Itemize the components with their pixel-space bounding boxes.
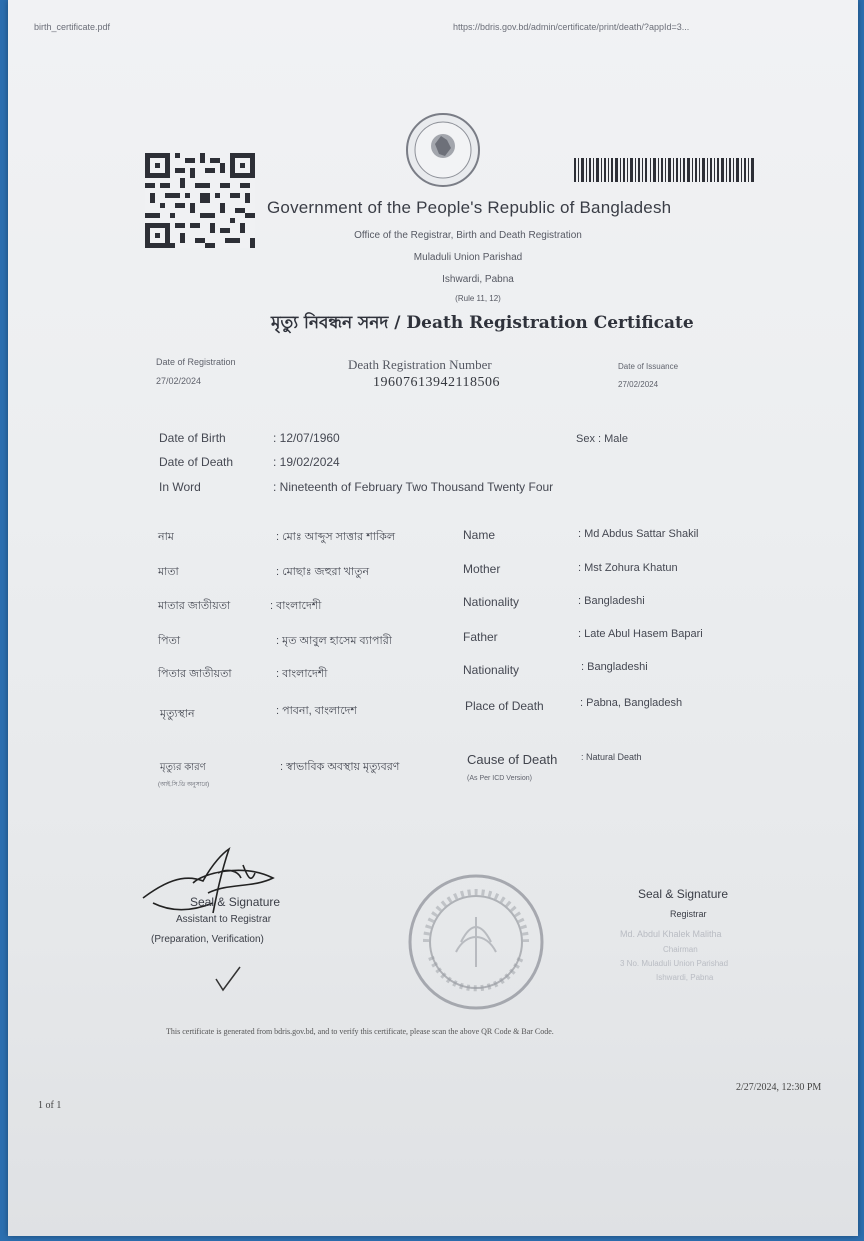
- left-signatory-note: (Preparation, Verification): [151, 934, 264, 945]
- issuance-date: 27/02/2024: [618, 380, 659, 389]
- certificate-page: [8, 0, 858, 1236]
- father-label: Father: [463, 630, 498, 644]
- registrar-name: Md. Abdul Khalek Malitha: [620, 929, 722, 939]
- registration-date-label: Date of Registration: [156, 357, 236, 367]
- page-number: 1 of 1: [38, 1100, 62, 1111]
- place-of-death-value: : Pabna, Bangladesh: [580, 697, 683, 709]
- dod-value: : 19/02/2024: [273, 455, 340, 469]
- registrar-office: Chairman: [663, 945, 698, 954]
- name-label: Name: [463, 528, 496, 542]
- cause-sub: (As Per ICD Version): [467, 775, 532, 782]
- right-signatory-role: Registrar: [670, 909, 707, 919]
- father-value: : Late Abul Hasem Bapari: [578, 628, 703, 640]
- bn-father-value: : মৃত আবুল হাসেম ব্যাপারী: [276, 635, 392, 647]
- mother-nationality-label: Nationality: [463, 595, 520, 609]
- file-name: birth_certificate.pdf: [34, 22, 111, 32]
- cause-label: Cause of Death: [467, 752, 558, 767]
- bn-cause-label: মৃত্যুর কারণ: [160, 762, 206, 773]
- dob-value: : 12/07/1960: [273, 431, 340, 445]
- bn-father-nationality-value: : বাংলাদেশী: [276, 668, 328, 680]
- bn-mother-nationality-value: : বাংলাদেশী: [270, 600, 322, 612]
- dob-label: Date of Birth: [159, 431, 226, 445]
- issuance-date-label: Date of Issuance: [618, 362, 679, 371]
- bn-place-of-death-value: : পাবনা, বাংলাদেশ: [276, 705, 357, 717]
- checkmark-icon: [213, 965, 243, 993]
- registration-number: 19607613942118506: [373, 375, 500, 390]
- bn-cause-sub: (আই.সি.ডি অনুসারে): [158, 782, 210, 788]
- right-seal-title: Seal & Signature: [638, 887, 729, 901]
- issuer-location: Ishwardi, Pabna: [442, 274, 514, 285]
- government-emblem-icon: [403, 110, 483, 190]
- bn-mother-nationality-label: মাতার জাতীয়তা: [158, 600, 231, 612]
- page-url: https://bdris.gov.bd/admin/certificate/print/death/?appId=3...: [453, 22, 690, 32]
- print-timestamp: 2/27/2024, 12:30 PM: [736, 1082, 822, 1093]
- registrar-place: Ishwardi, Pabna: [656, 973, 714, 982]
- left-signatory-role: Assistant to Registrar: [176, 914, 272, 925]
- father-nationality-value: : Bangladeshi: [581, 661, 648, 673]
- inword-value: : Nineteenth of February Two Thousand Twenty Four: [273, 480, 554, 494]
- bn-father-label: পিতা: [158, 635, 181, 647]
- registration-date: 27/02/2024: [156, 376, 202, 386]
- inword-label: In Word: [159, 480, 201, 494]
- verification-note: This certificate is generated from bdris.gov.bd, and to verify this certificate, please scan the above QR Code & Bar Code.: [166, 1027, 554, 1036]
- left-seal-title: Seal & Signature: [190, 895, 281, 909]
- registration-number-label: Death Registration Number: [348, 357, 492, 372]
- mother-nationality-value: : Bangladeshi: [578, 595, 645, 607]
- mother-label: Mother: [463, 562, 501, 576]
- cause-value: : Natural Death: [581, 752, 642, 762]
- registrar-union: 3 No. Muladuli Union Parishad: [620, 959, 729, 968]
- certificate-title: মৃত্যু নিবন্ধন সনদ / Death Registration Certificate: [271, 313, 694, 333]
- issuer-union: Muladuli Union Parishad: [413, 252, 523, 263]
- barcode-icon: [574, 158, 754, 182]
- issuer-office: Office of the Registrar, Birth and Death Registration: [354, 230, 582, 241]
- place-of-death-label: Place of Death: [465, 699, 544, 713]
- name-value: : Md Abdus Sattar Shakil: [578, 528, 699, 540]
- mother-value: : Mst Zohura Khatun: [578, 562, 678, 574]
- father-nationality-label: Nationality: [463, 663, 520, 677]
- sex-value: Sex : Male: [576, 433, 628, 445]
- bn-place-of-death-label: মৃত্যুস্থান: [160, 708, 195, 720]
- bn-mother-label: মাতা: [158, 566, 179, 578]
- union-parishad-seal-icon: [406, 872, 546, 1012]
- bn-name-value: : মোঃ আব্দুস সাত্তার শাকিল: [276, 531, 396, 543]
- issuer-rule: (Rule 11, 12): [455, 294, 501, 303]
- qr-code-icon: [145, 153, 255, 248]
- bn-cause-value: : স্বাভাবিক অবস্থায় মৃত্যুবরণ: [280, 761, 400, 773]
- dod-label: Date of Death: [159, 455, 234, 469]
- issuer-title: Government of the People's Republic of Bangladesh: [267, 198, 672, 217]
- bn-name-label: নাম: [158, 531, 174, 543]
- bn-father-nationality-label: পিতার জাতীয়তা: [158, 668, 232, 680]
- bn-mother-value: : মোছাঃ জহুরা খাতুন: [276, 566, 370, 578]
